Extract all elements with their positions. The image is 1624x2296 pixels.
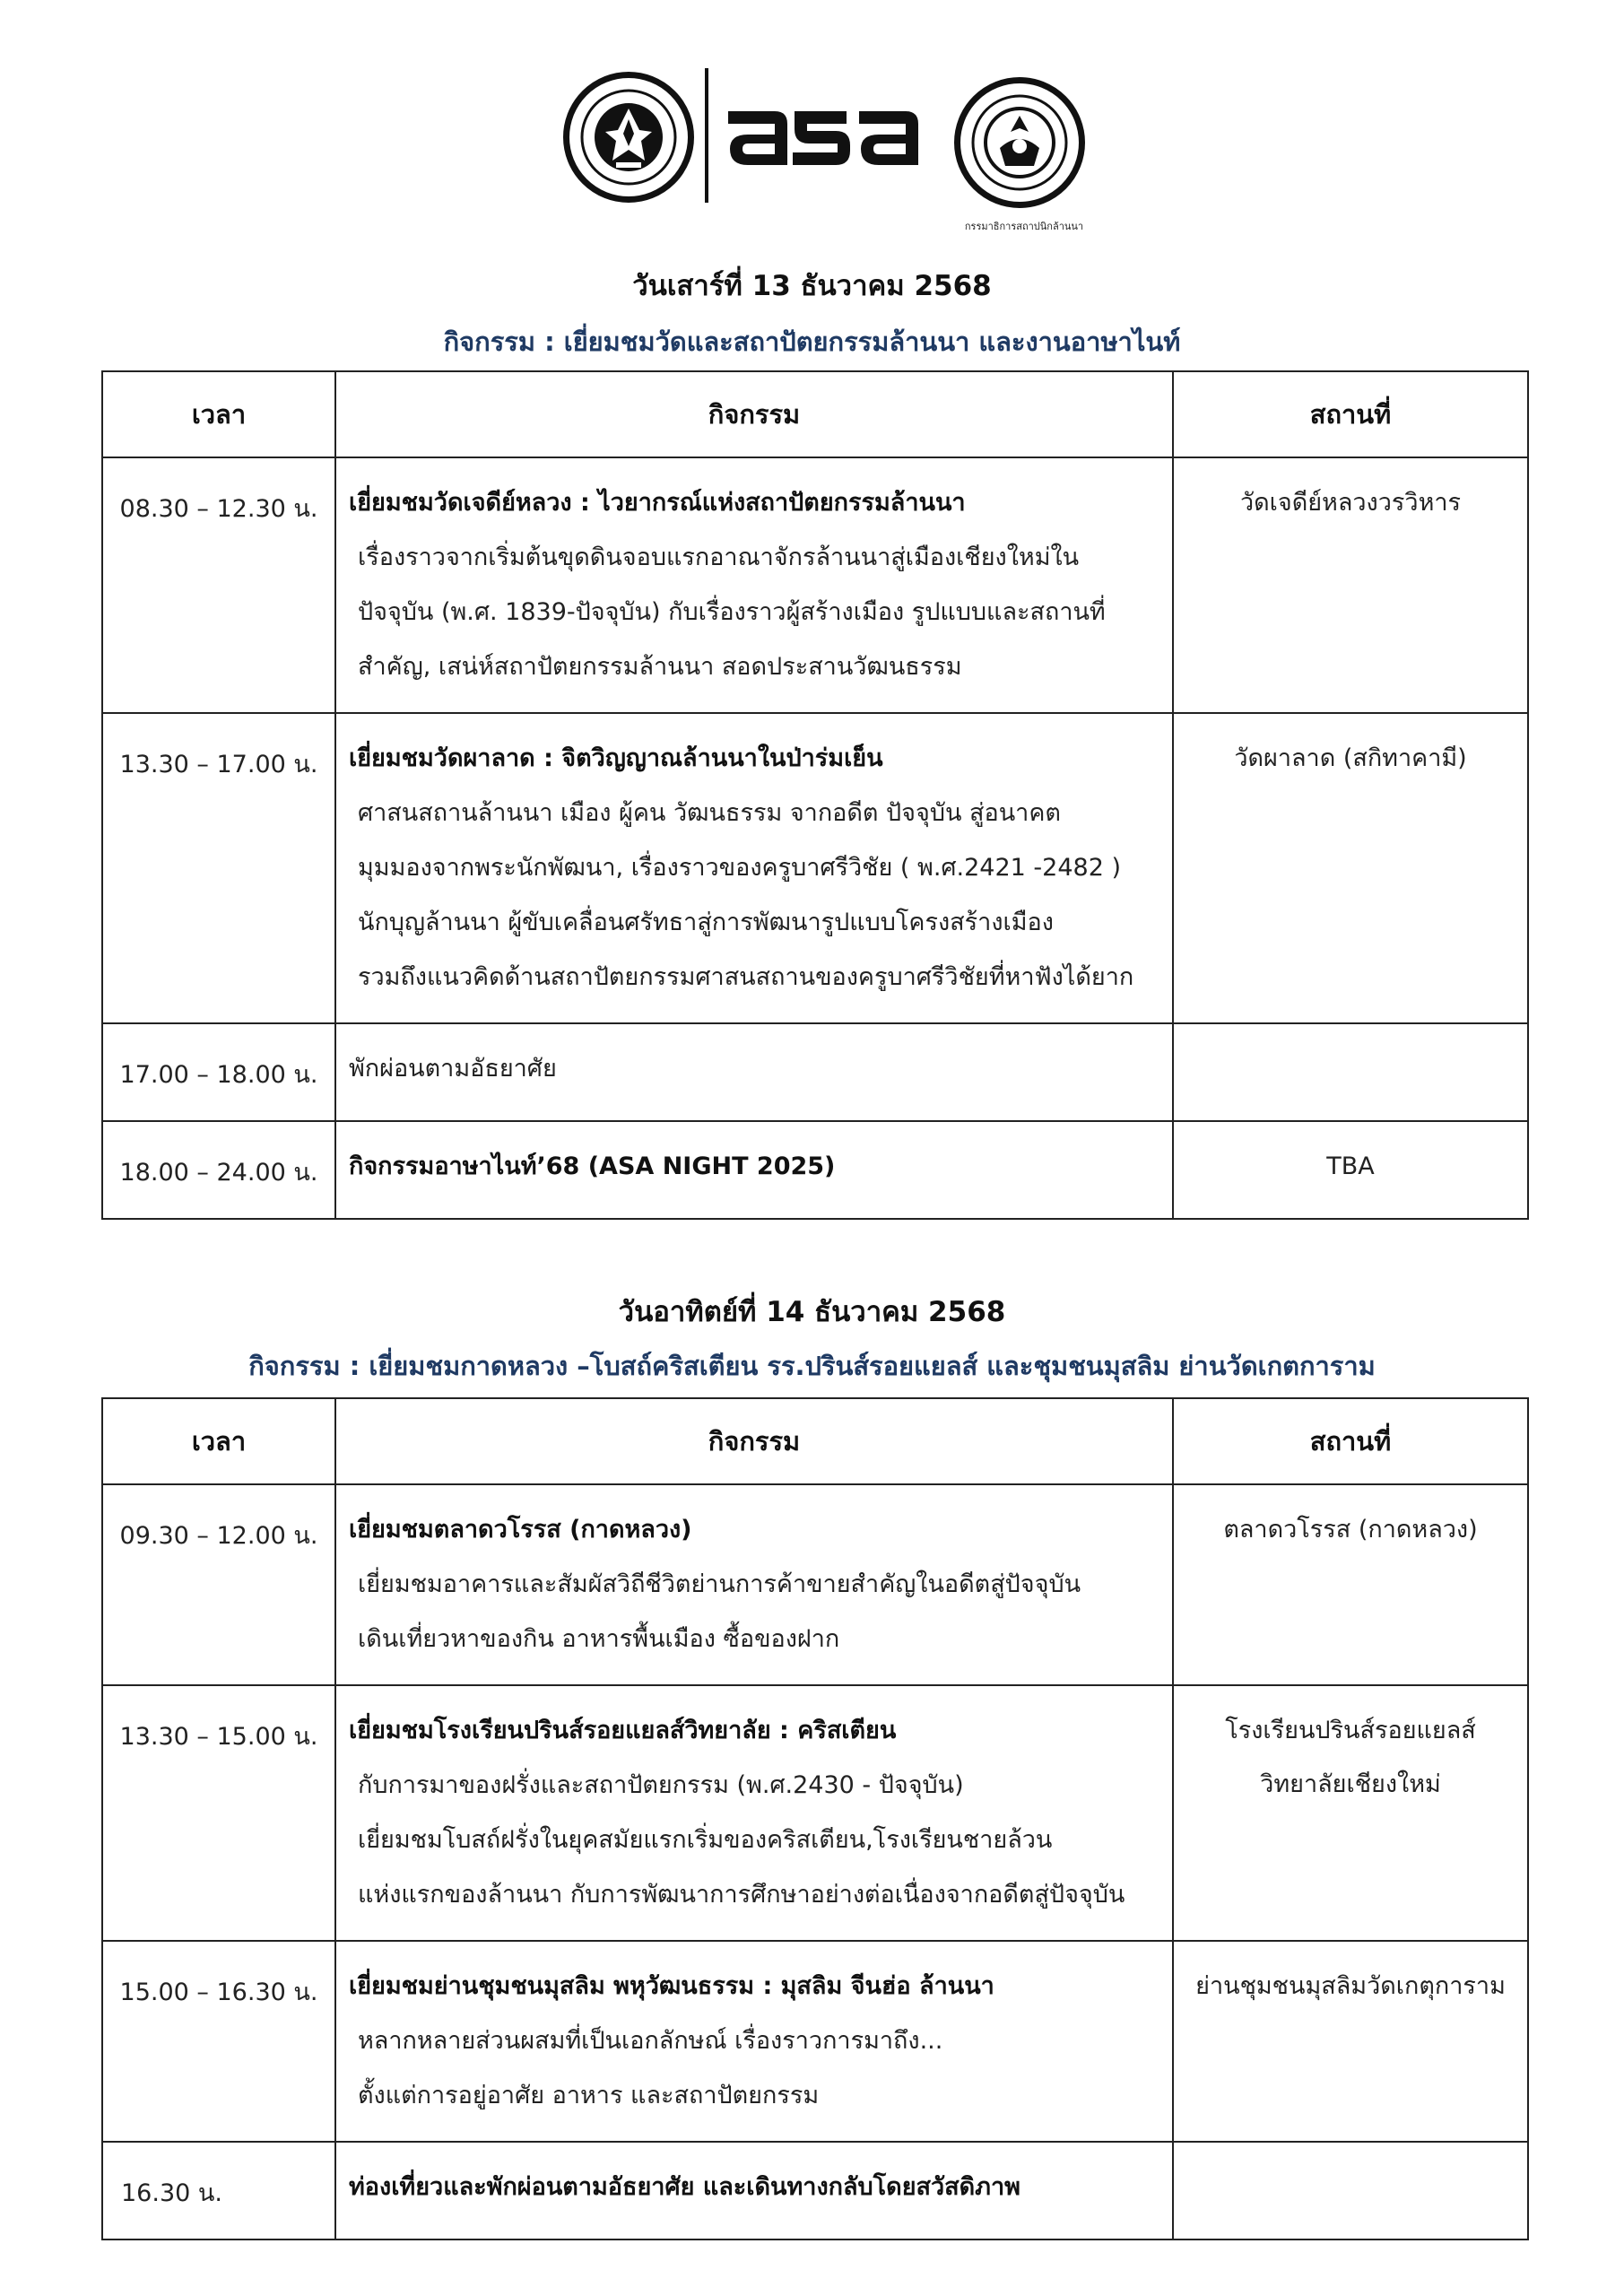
- activity-description-line: เรื่องราวจากเริ่มต้นขุดดินจอบแรกอาณาจักรล้านนาสู่เมืองเชียงใหม่ใน: [358, 544, 1080, 571]
- activity-heading: เยี่ยมชมโรงเรียนปรินส์รอยแยลส์วิทยาลัย : คริสเตียน: [349, 1717, 897, 1744]
- table-row: [102, 713, 1528, 1023]
- schedule-table-day1: [101, 370, 1529, 1220]
- place-cell: [1173, 2142, 1528, 2239]
- activity-heading: กิจกรรมอาษาไนท์’68 (ASA NIGHT 2025): [349, 1152, 836, 1180]
- logo-divider: [705, 68, 708, 203]
- column-header-activity: กิจกรรม: [335, 371, 1173, 457]
- table-row: [102, 1023, 1528, 1121]
- column-header-time: เวลา: [102, 1398, 335, 1484]
- activity-description-line: หลากหลายส่วนผสมที่เป็นเอกลักษณ์ เรื่องราวการมาถึง...: [358, 2027, 943, 2055]
- activity-description-line: ตั้งแต่การอยู่อาศัย อาหาร และสถาปัตยกรรม: [358, 2082, 820, 2109]
- table-row: [102, 2142, 1528, 2239]
- place-name: วัดเจดีย์หลวงวรวิหาร: [1239, 489, 1462, 517]
- place-name: ตลาดวโรรส (กาดหลวง): [1223, 1516, 1478, 1544]
- activity-description-line: นักบุญล้านนา ผู้ขับเคลื่อนศรัทธาสู่การพัฒนารูปแบบโครงสร้างเมือง: [358, 909, 1054, 936]
- activity-description-line: ศาสนสถานล้านนา เมือง ผู้คน วัฒนธรรม จากอดีต ปัจจุบัน สู่อนาคต: [358, 799, 1061, 827]
- activity-cell: [335, 1941, 1173, 2142]
- activity-cell: [335, 1685, 1173, 1941]
- place-name: โรงเรียนปรินส์รอยแยลส์: [1225, 1717, 1476, 1744]
- activity-description-line: สำคัญ, เสน่ห์สถาปัตยกรรมล้านนา สอดประสานวัฒนธรรม: [358, 653, 962, 681]
- place-cell: [1173, 1941, 1528, 2142]
- table-row: [102, 1941, 1528, 2142]
- column-header-activity: กิจกรรม: [335, 1398, 1173, 1484]
- activity-cell: [335, 1121, 1173, 1219]
- activity-description-line: เดินเที่ยวหาของกิน อาหารพื้นเมือง ซื้อของฝาก: [358, 1625, 840, 1653]
- column-header-place: สถานที่: [1173, 1398, 1528, 1484]
- table-row: [102, 1685, 1528, 1941]
- asa-wordmark-logo: [725, 99, 922, 170]
- place-name: TBA: [1326, 1152, 1375, 1180]
- place-cell: [1173, 457, 1528, 713]
- header-logos: [0, 65, 1624, 232]
- activity-heading: พักผ่อนตามอัธยาศัย: [349, 1055, 557, 1083]
- time-cell: 17.00 – 18.00 น.: [102, 1023, 335, 1121]
- day-title: วันเสาร์ที่ 13 ธันวาคม 2568: [632, 270, 992, 302]
- seal-caption: กรรมาธิการสถาปนิกล้านนา: [964, 221, 1084, 232]
- time-cell: 18.00 – 24.00 น.: [102, 1121, 335, 1219]
- activity-description-line: เยี่ยมชมอาคารและสัมผัสวิถีชีวิตย่านการค้าขายสำคัญในอดีตสู่ปัจจุบัน: [358, 1570, 1081, 1598]
- time-cell: 09.30 – 12.00 น.: [102, 1484, 335, 1685]
- activity-cell: [335, 457, 1173, 713]
- activity-description-line: รวมถึงแนวคิดด้านสถาปัตยกรรมศาสนสถานของครูบาศรีวิชัยที่หาฟังได้ยาก: [358, 963, 1134, 991]
- activity-description-line: แห่งแรกของล้านนา กับการพัฒนาการศึกษาอย่างต่อเนื่องจากอดีตสู่ปัจจุบัน: [358, 1881, 1125, 1909]
- place-name: ย่านชุมชนมุสลิมวัดเกตุการาม: [1195, 1972, 1506, 2000]
- place-cell: [1173, 1121, 1528, 1219]
- day-title: วันอาทิตย์ที่ 14 ธันวาคม 2568: [618, 1296, 1006, 1328]
- activity-description-line: เยี่ยมชมโบสถ์ฝรั่งในยุคสมัยแรกเริ่มของคริสเตียน,โรงเรียนชายล้วน: [358, 1826, 1053, 1854]
- activity-heading: เยี่ยมชมย่านชุมชนมุสลิม พหุวัฒนธรรม : มุสลิม จีนฮ่อ ล้านนา: [349, 1972, 994, 2000]
- time-cell: 13.30 – 15.00 น.: [102, 1685, 335, 1941]
- activity-description-line: มุมมองจากพระนักพัฒนา, เรื่องราวของครูบาศรีวิชัย ( พ.ศ.2421 -2482 ): [358, 854, 1121, 882]
- activity-title: กิจกรรม : เยี่ยมชมกาดหลวง –โบสถ์คริสเตียน รร.ปรินส์รอยแยลส์ และชุมชนมุสลิม ย่านวัดเกตการาม: [248, 1351, 1376, 1381]
- place-name: วัดผาลาด (สกิทาคามี): [1234, 744, 1467, 772]
- activity-description-line: กับการมาของฝรั่งและสถาปัตยกรรม (พ.ศ.2430 - ปัจจุบัน): [358, 1771, 964, 1799]
- activity-cell: [335, 1484, 1173, 1685]
- asa-lanna-seal-right: [954, 77, 1085, 232]
- column-header-place: สถานที่: [1173, 371, 1528, 457]
- place-cell: [1173, 1685, 1528, 1941]
- time-cell: 15.00 – 16.30 น.: [102, 1941, 335, 2142]
- table-header-row: [102, 371, 1528, 457]
- place-cell: [1173, 713, 1528, 1023]
- table-row: [102, 1121, 1528, 1219]
- column-header-time: เวลา: [102, 371, 335, 457]
- activity-cell: [335, 2142, 1173, 2239]
- place-cell: [1173, 1484, 1528, 1685]
- activity-heading: ท่องเที่ยวและพักผ่อนตามอัธยาศัย และเดินทางกลับโดยสวัสดิภาพ: [349, 2173, 1020, 2201]
- activity-heading: เยี่ยมชมตลาดวโรรส (กาดหลวง): [349, 1516, 692, 1544]
- activity-cell: [335, 1023, 1173, 1121]
- table-row: [102, 1484, 1528, 1685]
- place-name: วิทยาลัยเชียงใหม่: [1260, 1770, 1441, 1798]
- activity-title: กิจกรรม : เยี่ยมชมวัดและสถาปัตยกรรมล้านนา และงานอาษาไนท์: [443, 326, 1181, 357]
- activity-cell: [335, 713, 1173, 1023]
- activity-heading: เยี่ยมชมวัดเจดีย์หลวง : ไวยากรณ์แห่งสถาปัตยกรรมล้านนา: [349, 489, 966, 517]
- asa-lanna-seal-left: [563, 72, 694, 203]
- activity-heading: เยี่ยมชมวัดผาลาด : จิตวิญญาณล้านนาในป่าร่มเย็น: [349, 744, 883, 772]
- schedule-table-day2: [101, 1397, 1529, 2240]
- time-cell: 16.30 น.: [102, 2142, 335, 2239]
- table-header-row: [102, 1398, 1528, 1484]
- table-row: [102, 457, 1528, 713]
- activity-description-line: ปัจจุบัน (พ.ศ. 1839-ปัจจุบัน) กับเรื่องราวผู้สร้างเมือง รูปแบบและสถานที่: [358, 598, 1106, 626]
- time-cell: 13.30 – 17.00 น.: [102, 713, 335, 1023]
- place-cell: [1173, 1023, 1528, 1121]
- time-cell: 08.30 – 12.30 น.: [102, 457, 335, 713]
